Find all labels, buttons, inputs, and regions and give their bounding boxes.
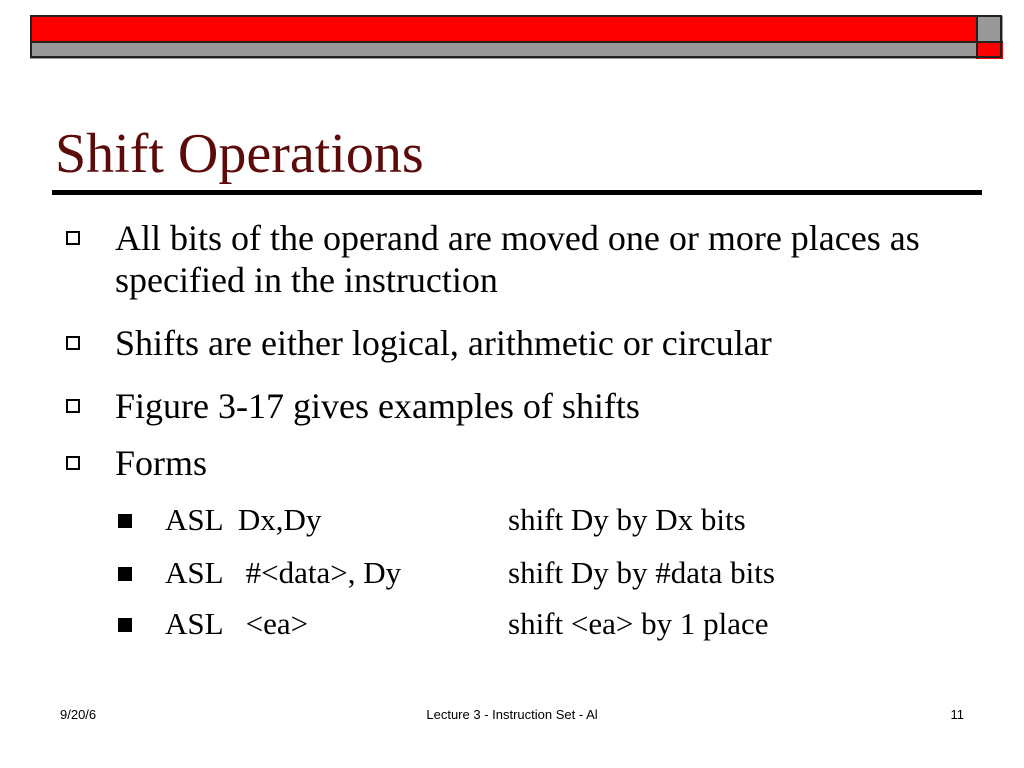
bullet-text: Figure 3-17 gives examples of shifts [115,386,640,426]
filled-square-bullet-icon [118,514,132,528]
slide-title: Shift Operations [55,123,424,185]
footer-page-number: 11 [950,707,964,722]
footer-title: Lecture 3 - Instruction Set - Al [426,707,598,722]
bullet-text: Forms [115,443,208,483]
sub-bullet-command: ASL Dx,Dy [165,502,322,537]
sub-bullet-description: shift <ea> by 1 place [508,606,769,641]
filled-square-bullet-icon [118,618,132,632]
sub-bullet-command: ASL #<data>, Dy [165,555,402,590]
hollow-square-bullet-icon [66,231,80,245]
sub-bullet-command: ASL <ea> [165,606,309,641]
hollow-square-bullet-icon [66,336,80,350]
bullet-text: Shifts are either logical, arithmetic or circular [115,323,772,363]
footer-date: 9/20/6 [60,707,97,722]
hollow-square-bullet-icon [66,399,80,413]
hollow-square-bullet-icon [66,456,80,470]
sub-bullet-description: shift Dy by #data bits [508,555,775,590]
bullet-text: All bits of the operand are moved one or more places as specified in the instruction [115,218,920,300]
filled-square-bullet-icon [118,567,132,581]
sub-bullet-description: shift Dy by Dx bits [508,502,746,537]
